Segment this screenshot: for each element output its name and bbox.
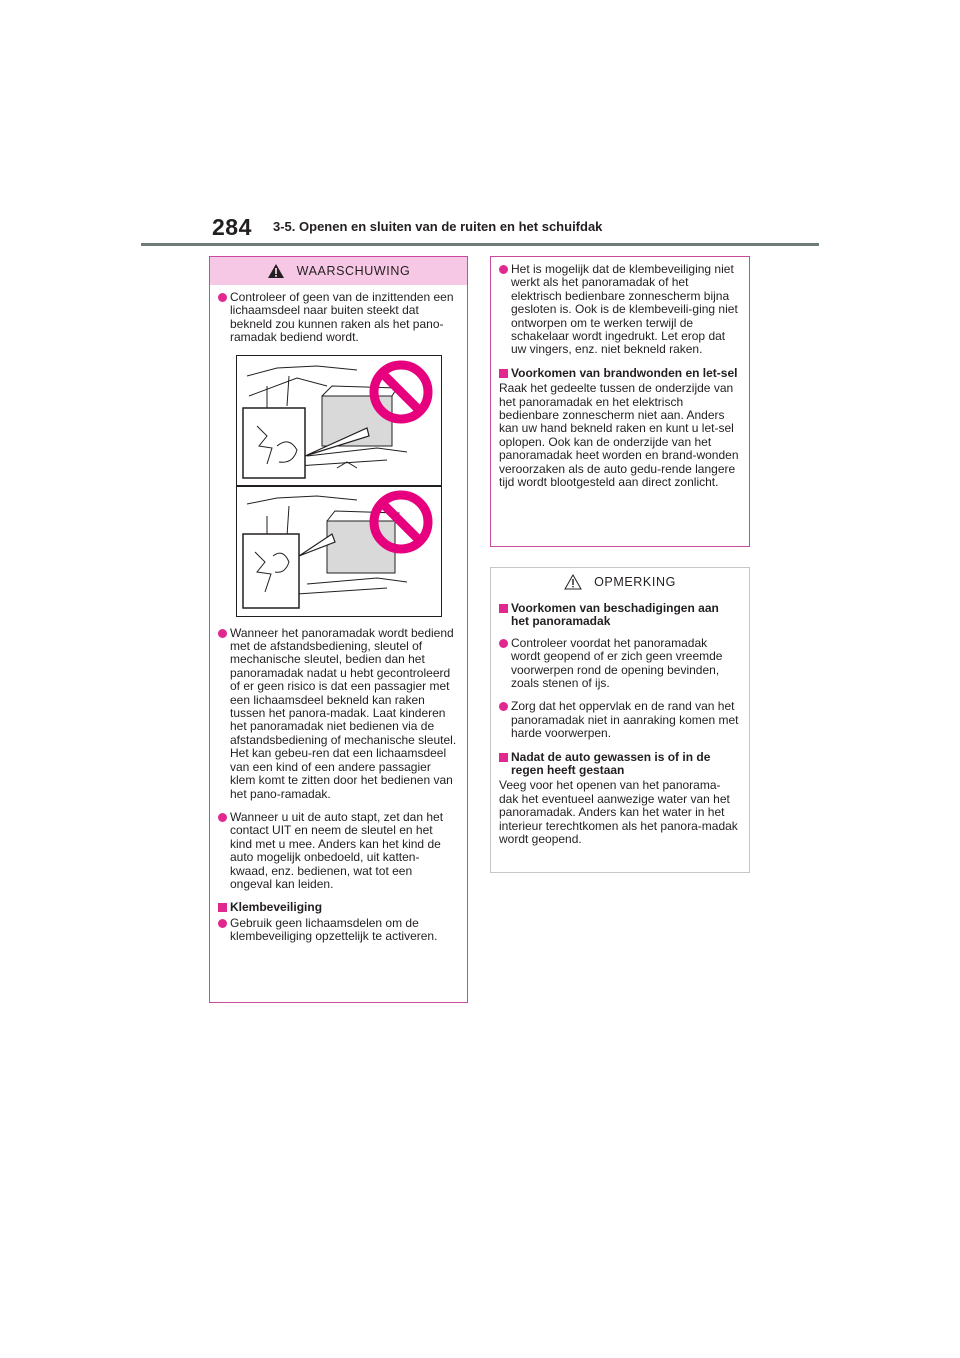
notice-triangle-icon	[564, 574, 582, 590]
warning-triangle-icon	[267, 263, 285, 279]
chapter-title: 3-5. Openen en sluiten van de ruiten en het schuifdak	[273, 219, 603, 234]
notice-item-1: Controleer voordat het panoramadak wordt geopend of er zich geen vreemde voorwerpen rond de opening bevinden, zoals stenen of ijs.	[499, 637, 739, 691]
square-bullet-icon	[499, 369, 508, 378]
notice-subheading-2: Nadat de auto gewassen is of in de regen heeft gestaan	[499, 751, 739, 778]
warning-item-2: Wanneer het panoramadak wordt bediend met de afstandsbediening, sleutel of mechanische sleutel, bedien dan het panoramadak nadat u hebt gecontroleerd of er geen risico is dat een passagier met een lichaamsdeel bekneld kan raken tussen het panora-madak. Laat kinderen het panoramadak niet bedienen via de afstandsbediening of mechanische sleutel. Het kan gebeu-ren dat een lichaamsdeel van een kind of een andere passagier klem komt te zitten door het bedienen van het pano-ramadak.	[218, 627, 457, 801]
warning-cont-item-1: Het is mogelijk dat de klembeveiliging niet werkt als het panoramadak of het elektrisch bedienbare zonnescherm bijna gesloten is. Ook is de klembeveili-ging niet ontworpen om te werken terwijl de schakelaar wordt ingedrukt. Let erop dat uw vingers, enz. niet bekneld raken.	[499, 263, 739, 357]
warning-header	[210, 257, 467, 285]
notice-title: OPMERKING	[594, 575, 676, 589]
page-number: 284	[212, 214, 252, 240]
square-bullet-icon	[499, 604, 508, 613]
prohibition-icon	[374, 365, 428, 419]
notice-item-2: Zorg dat het oppervlak en de rand van het panoramadak niet in aanraking komen met harde voorwerpen.	[499, 700, 739, 740]
warning-continued-box	[490, 256, 750, 547]
warning-item-3: Wanneer u uit de auto stapt, zet dan het contact UIT en neem de sleutel en het kind met u mee. Anders kan het kind de auto mogelijk onbedoeld, uit katten-kwaad, enz. bedienen, wat tot een ongeval kan leiden.	[218, 811, 457, 891]
warning-item-4: Gebruik geen lichaamsdelen om de klembeveiliging opzettelijk te activeren.	[218, 917, 457, 944]
warning-title: WAARSCHUWING	[296, 264, 411, 278]
bullet-icon	[218, 919, 227, 928]
warning-item-1: Controleer of geen van de inzittenden een lichaamsdeel naar buiten steekt dat bekneld zou kunnen raken als het pano-ramadak bediend wordt.	[218, 291, 457, 345]
bullet-icon	[499, 702, 508, 711]
warning-subheading: Klembeveiliging	[218, 901, 457, 914]
bullet-icon	[218, 293, 227, 302]
bullet-icon	[218, 629, 227, 638]
warning-cont-subheading: Voorkomen van brandwonden en let-sel	[499, 367, 739, 380]
warning-cont-paragraph: Raak het gedeelte tussen de onderzijde van het panoramadak en het elektrisch bedienbare zonnescherm niet aan. Anders kan uw hand bekneld raken en kunt u let-sel oplopen. Ook kan de onderzijde van het panoramadak heet worden en brand-wonden veroorzaken als de auto gedu-rende langere tijd wordt blootgesteld aan direct zonlicht.	[499, 381, 739, 490]
warning-box	[209, 256, 468, 1003]
notice-header	[491, 568, 749, 596]
bullet-icon	[499, 639, 508, 648]
square-bullet-icon	[499, 753, 508, 762]
prohibition-illustration	[236, 355, 442, 617]
notice-box	[490, 567, 750, 873]
header-rule	[141, 243, 819, 246]
notice-paragraph: Veeg voor het openen van het panorama-dak het eventueel aanwezige water van het panoramadak. Anders kan het water in het interieur terechtkomen als het panora-madak wordt geopend.	[499, 778, 738, 847]
notice-subheading-1: Voorkomen van beschadigingen aan het panoramadak	[499, 602, 739, 629]
square-bullet-icon	[218, 903, 227, 912]
bullet-icon	[218, 813, 227, 822]
bullet-icon	[499, 265, 508, 274]
